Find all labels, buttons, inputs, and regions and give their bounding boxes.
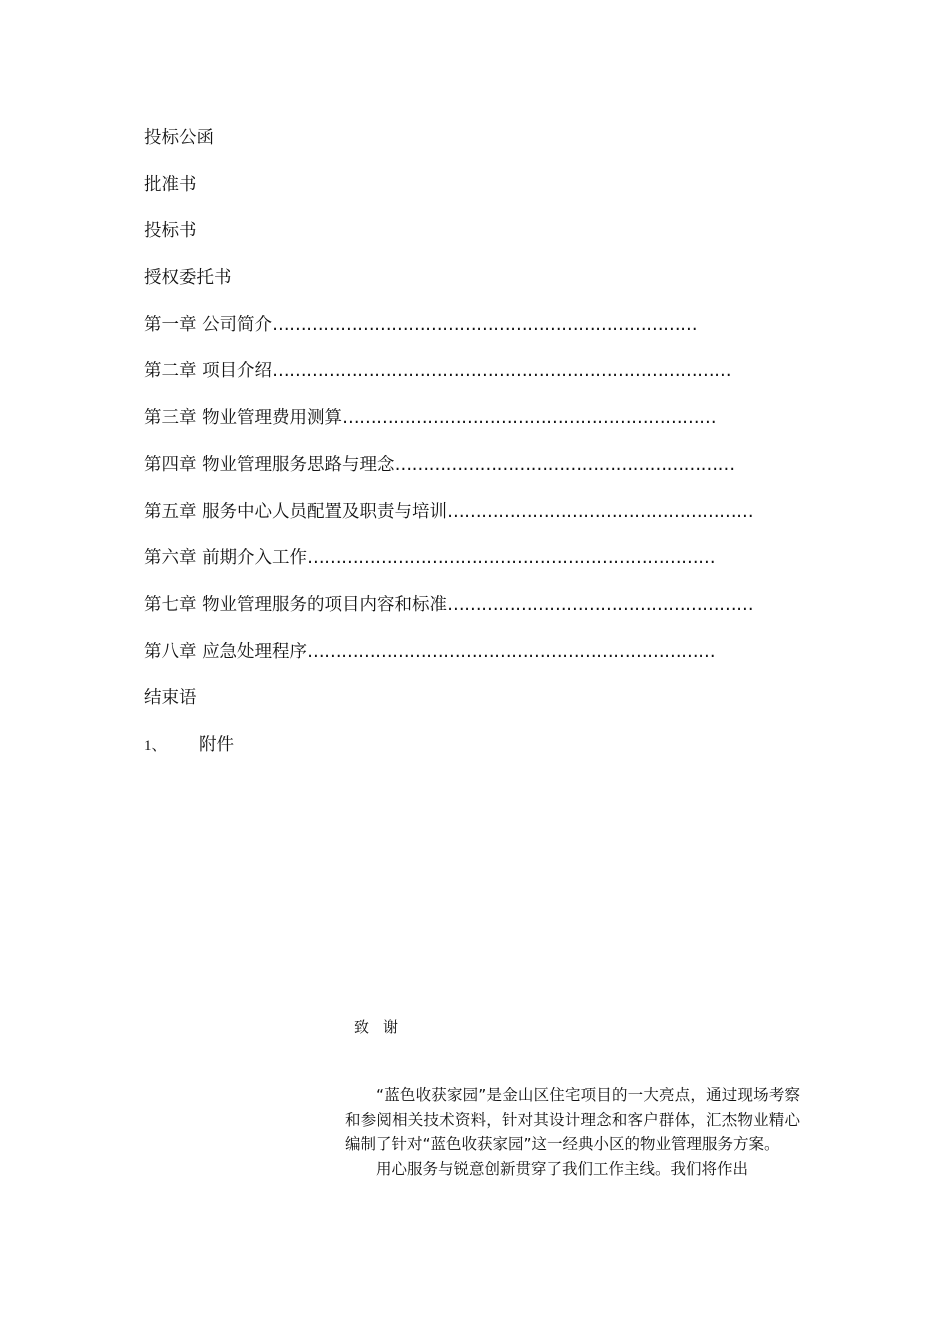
toc-item-title: 授权委托书 bbox=[144, 268, 232, 289]
toc-item bbox=[144, 684, 784, 731]
toc-item-title: 第二章 项目介绍 bbox=[144, 361, 273, 382]
acknowledgement-title: 致谢 bbox=[354, 1018, 413, 1036]
toc-item bbox=[144, 451, 784, 498]
toc-item bbox=[144, 591, 784, 638]
toc-item bbox=[144, 264, 784, 311]
toc-item-leader: ………………………………………………………… bbox=[342, 408, 717, 429]
toc-item bbox=[144, 357, 784, 404]
toc-item-title: 第四章 物业管理服务思路与理念 bbox=[144, 454, 395, 475]
toc-item-title: 第六章 前期介入工作 bbox=[144, 548, 308, 569]
acknowledgement-body bbox=[345, 1083, 800, 1181]
toc-item-title: 投标书 bbox=[144, 221, 197, 242]
toc-item bbox=[144, 404, 784, 451]
toc-item bbox=[144, 171, 784, 218]
toc-item-title: 批准书 bbox=[144, 174, 197, 195]
toc-item-leader: …………………………………………………… bbox=[394, 454, 735, 475]
acknowledgement-paragraph: “蓝色收获家园”是金山区住宅项目的一大亮点，通过现场考察和参阅相关技术资料，针对其设计理念和客户群体，汇杰物业精心编制了针对“蓝色收获家园”这一经典小区的物业管理服务方案。 bbox=[345, 1086, 800, 1153]
toc-item-title: 第七章 物业管理服务的项目内容和标准 bbox=[144, 594, 448, 615]
toc-item-leader: ……………………………………………… bbox=[447, 594, 754, 615]
toc-item-leader: ……………………………………………………………… bbox=[307, 548, 716, 569]
toc-item bbox=[144, 544, 784, 591]
toc-item-title: 第五章 服务中心人员配置及职责与培训 bbox=[144, 501, 448, 522]
attachment-label: 附件 bbox=[199, 734, 234, 755]
toc-item-title: 第八章 应急处理程序 bbox=[144, 641, 308, 662]
toc-item bbox=[144, 124, 784, 171]
toc-item bbox=[144, 311, 784, 358]
toc-attachment bbox=[144, 731, 784, 778]
toc-item bbox=[144, 217, 784, 264]
attachment-number: 1、 bbox=[144, 737, 167, 754]
toc-item-leader: ……………………………………………………………………… bbox=[272, 361, 732, 382]
toc-item-title: 结束语 bbox=[144, 688, 197, 709]
toc-item-title: 投标公函 bbox=[144, 128, 214, 148]
toc-item-title: 第三章 物业管理费用测算 bbox=[144, 408, 343, 429]
toc-item-title: 第一章 公司简介 bbox=[144, 314, 273, 335]
acknowledgement-paragraph: 用心服务与锐意创新贯穿了我们工作主线。我们将作出 bbox=[376, 1159, 749, 1178]
toc-item-leader: ……………………………………………… bbox=[447, 501, 754, 522]
table-of-contents bbox=[144, 124, 784, 778]
toc-item bbox=[144, 638, 784, 685]
toc-item bbox=[144, 498, 784, 545]
toc-item-leader: ……………………………………………………………… bbox=[307, 641, 716, 662]
toc-item-leader: ………………………………………………………………… bbox=[272, 314, 698, 335]
